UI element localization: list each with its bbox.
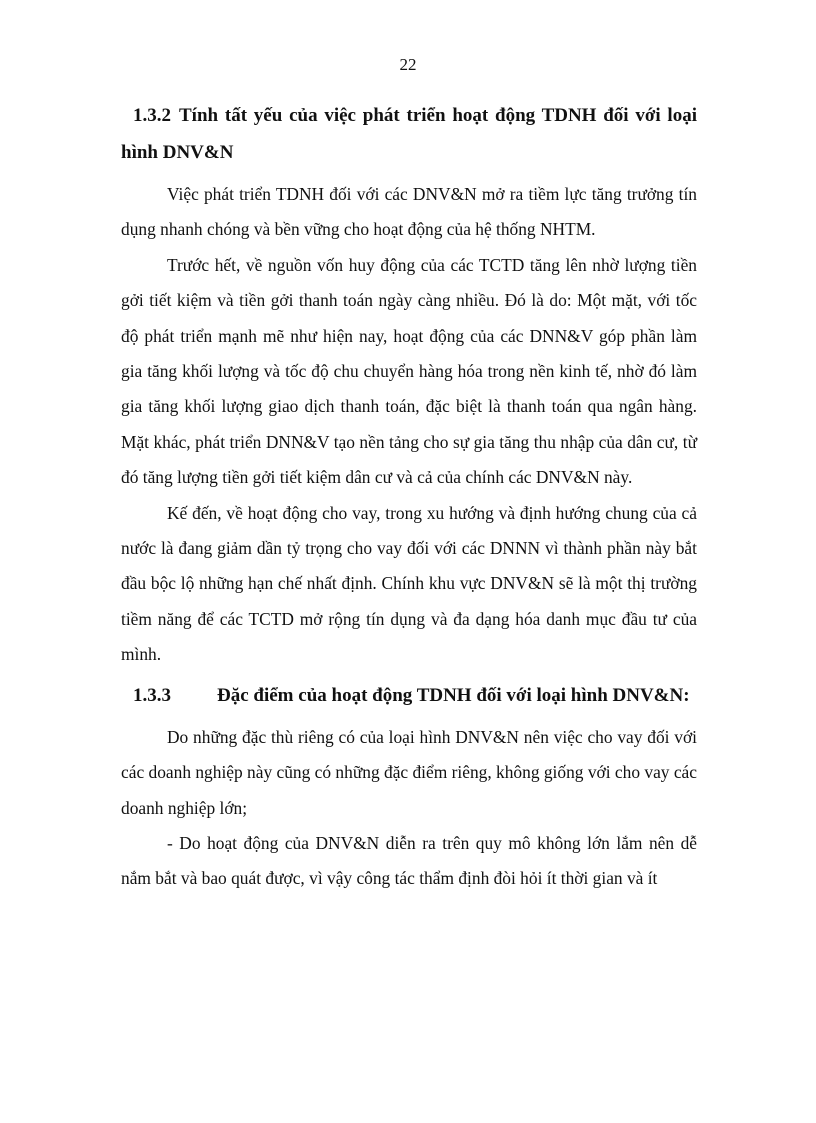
section-number: 1.3.2 [133,105,171,126]
paragraph: Trước hết, về nguồn vốn huy động của các TCTD tăng lên nhờ lượng tiền gởi tiết kiệm và tiền gởi thanh toán ngày càng nhiều. Đó là do: Một mặt, với tốc độ phát triển mạnh mẽ như hiện nay, hoạt động của các DNN&V góp phần làm gia tăng khối lượng và tốc độ chu chuyển hàng hóa trong nền kinh tế, nhờ đó làm gia tăng khối lượng giao dịch thanh toán, đặc biệt là thanh toán qua ngân hàng. Mặt khác, phát triển DNN&V tạo nền tảng cho sự gia tăng thu nhập của dân cư, từ đó tăng lượng tiền gởi tiết kiệm dân cư và cả của chính các DNV&N này. [121,254,697,488]
section-heading-1-3-3 [121,677,697,714]
section-number: 1.3.3 [133,684,171,706]
paragraph: Kế đến, về hoạt động cho vay, trong xu hướng và định hướng chung của cả nước là đang giảm dần tỷ trọng cho vay đối với các DNNN vì thành phần này bắt đầu bộc lộ những hạn chế nhất định. Chính khu vực DNV&N sẽ là một thị trường tiềm năng để các TCTD mở rộng tín dụng và đa dạng hóa danh mục đầu tư của mình. [121,502,697,665]
page-content [121,97,697,897]
page-number: 22 [399,55,417,74]
paragraph: Do những đặc thù riêng có của loại hình DNV&N nên việc cho vay đối với các doanh nghiệp này cũng có những đặc điểm riêng, không giống với cho vay các doanh nghiệp lớn; [121,726,697,818]
section-heading-1-3-2 [121,97,697,171]
paragraph: - Do hoạt động của DNV&N diễn ra trên quy mô không lớn lắm nên dễ nắm bắt và bao quát được, vì vậy công tác thẩm định đòi hỏi ít thời gian và ít [121,832,697,889]
section-title: Tính tất yếu của việc phát triển hoạt động TDNH đối với loại hình DNV&N [121,105,697,163]
section-title: Đặc điểm của hoạt động TDNH đối với loại hình DNV&N: [217,684,690,706]
paragraph: Việc phát triển TDNH đối với các DNV&N mở ra tiềm lực tăng trưởng tín dụng nhanh chóng và bền vững cho hoạt động của hệ thống NHTM. [121,184,697,240]
